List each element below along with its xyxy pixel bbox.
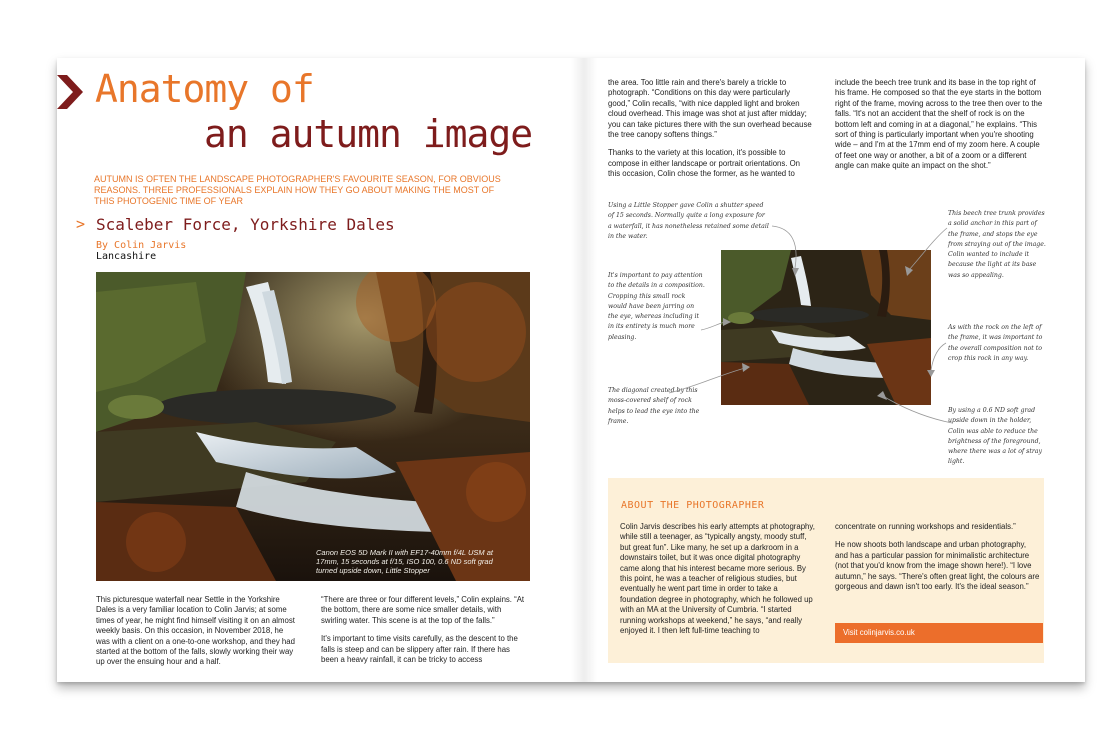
about-column-2 xyxy=(835,522,1041,600)
paragraph: He now shoots both landscape and urban photography, and has a particular passion for minimalistic architecture (not that you'd know from the image shown here!). “I love autumn,” he says. “There's often great light, the colours are gorgeous and dawn isn't too early. It's the ideal season.” xyxy=(835,540,1040,592)
byline: By Colin Jarvis xyxy=(96,240,187,251)
paragraph: concentrate on running workshops and residentials.” xyxy=(835,522,1016,531)
about-column-1 xyxy=(620,522,816,644)
title-line-1: Anatomy of xyxy=(95,67,314,111)
photo-caption: Canon EOS 5D Mark II with EF17-40mm f/4L USM at 17mm, 15 seconds at f/15, ISO 100, 0.6 ND soft grad turned upside down, Little Stopper xyxy=(316,548,494,575)
annotation-beech-trunk: This beech tree trunk provides a solid anchor in this part of the frame, and stops the eye from straying out of the image. Colin wanted to include it because the light at its base was so appealing. xyxy=(948,210,1046,279)
title-line-2: an autumn image xyxy=(204,112,533,156)
annotation-nd-grad: By using a 0.6 ND soft grad upside down in the holder, Colin was able to reduce the brightness of the foreground, where there was a lot of stray light. xyxy=(948,407,1042,466)
annotation-right-rock: As with the rock on the left of the frame, it was important to the overall composition not to crop this rock in any way. xyxy=(948,324,1043,362)
paragraph: “There are three or four different levels,” Colin explains. “At the bottom, there are some nice smaller details, with swirling water. This scene is at the top of the falls.” xyxy=(321,595,525,625)
about-photographer-box xyxy=(608,478,1044,663)
paragraph: include the beech tree trunk and its base in the top right of his frame. He composed so that the eye starts in the bottom right of the frame, moving across to the tree then over to the falls. “It's not an accident that the shelf of rock is on the bottom left and coming in at a diagonal,” he explains. “This sort of thing is particularly important when you're shooting wide – and I'm at the 17mm end of my zoom here. A couple of feet one way or another, a bit of a zoom or a different angle can make quite an impact on the shot.” xyxy=(835,78,1043,171)
paragraph: the area. Too little rain and there's barely a trickle to photograph. “Conditions on this day were particularly good,” Colin recalls, “with nice dappled light and broken cloud overhead. This image was shot at just after midday; you can take pictures there with the sun overhead because the tree canopy softens things.” xyxy=(608,78,812,140)
annotation-shutter-speed: Using a Little Stopper gave Colin a shutter speed of 15 seconds. Normally quite a long exposure for a waterfall, it has nonetheless retained some detail in the water. xyxy=(608,202,769,240)
paragraph: Colin Jarvis describes his early attempts at photography, while still a teenager, as “typically angsty, moody stuff, but great fun”. Like many, he set up a darkroom in a downstairs toilet, but it was once digital photography came along that his interest became more serious. By this point, he was a teacher of religious studies, but eventually he went part time in order to take a foundation degree in photography, which he followed up with an MA at the University of Cumbria. “I started running workshops at weekend,” he says, “and really enjoyed it. I then left full-time teaching to xyxy=(620,522,815,636)
annotation-small-rock: It's important to pay attention to the details in a composition. Cropping this small rock would have been jarring on the eye, whereas including it in its entirety is much more pleasing. xyxy=(608,272,705,341)
paragraph: This picturesque waterfall near Settle in the Yorkshire Dales is a very familiar location to Colin Jarvis; at some times of year, he might find himself visiting it on an almost weekly basis. On this occasion, in November 2018, he was with a client on a one-to-one workshop, and they had started at the bottom of the falls, slowly working their way up over the ensuing hour and a half. xyxy=(96,595,295,667)
magazine-spread xyxy=(57,58,1085,682)
visit-website-link[interactable]: Visit colinjarvis.co.uk xyxy=(835,623,1043,643)
paragraph: Thanks to the variety at this location, it's possible to compose in either landscape or portrait orientations. On this occasion, Colin chose the former, as he wanted to xyxy=(608,148,800,179)
chevron-right-icon: > xyxy=(76,215,86,233)
photographer-location: Lancashire xyxy=(96,251,157,262)
annotation-diagonal-shelf: The diagonal created by this moss-covered shelf of rock helps to lead the eye into the frame. xyxy=(608,387,700,425)
standfirst: AUTUMN IS OFTEN THE LANDSCAPE PHOTOGRAPHER'S FAVOURITE SEASON, FOR OBVIOUS REASONS. THREE PROFESSIONALS EXPLAIN HOW THEY GO ABOUT MAKING THE MOST OF THIS PHOTOGENIC TIME OF YEAR xyxy=(94,174,501,206)
about-heading: ABOUT THE PHOTOGRAPHER xyxy=(621,500,765,511)
paragraph: It's important to time visits carefully, as the descent to the falls is steep and can be slippery after rain. If there has been a heavy rainfall, it can be tricky to access xyxy=(321,634,518,665)
section-heading: Scaleber Force, Yorkshire Dales xyxy=(96,215,395,234)
